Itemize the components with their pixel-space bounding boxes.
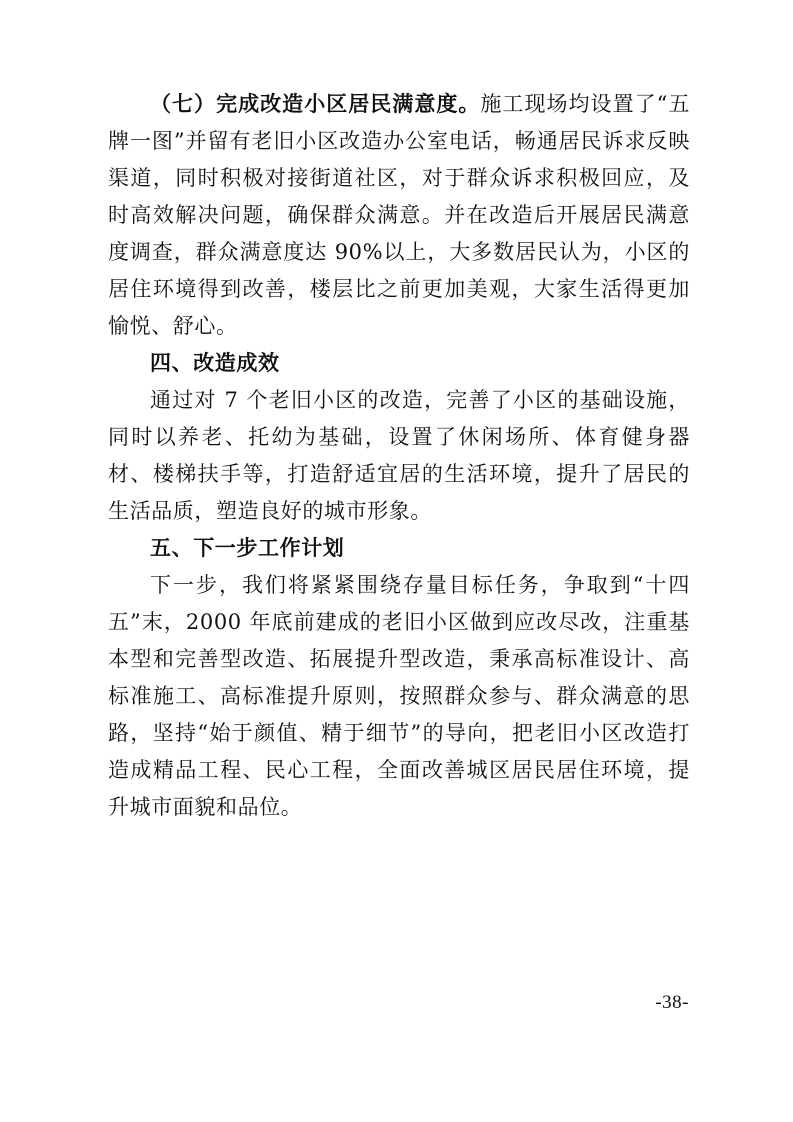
document-body — [108, 86, 690, 826]
satisfaction-paragraph — [108, 86, 690, 345]
page-number: -38- — [655, 992, 689, 1013]
satisfaction-paragraph-text: 施工现场均设置了“五牌一图”并留有老旧小区改造办公室电话，畅通居民诉求反映渠道，同时积极对接街道社区，对于群众诉求积极回应，及时高效解决问题，确保群众满意。并在改造后开展居民满意度调查，群众满意度达 90%以上，大多数居民认为，小区的居住环境得到改善，楼层比之前更加美观，大家生活得更加愉悦、舒心。 — [108, 92, 690, 338]
results-paragraph: 通过对 7 个老旧小区的改造，完善了小区的基础设施，同时以养老、托幼为基础，设置了休闲场所、体育健身器材、楼梯扶手等，打造舒适宜居的生活环境，提升了居民的生活品质，塑造良好的城市形象。 — [108, 388, 690, 523]
satisfaction-paragraph-lead: （七）完成改造小区居民满意度。 — [150, 92, 481, 116]
section-heading-results: 四、改造成效 — [150, 351, 280, 375]
section-heading-next-steps: 五、下一步工作计划 — [150, 536, 345, 560]
next-steps-paragraph: 下一步，我们将紧紧围绕存量目标任务，争取到“十四五”末，2000 年底前建成的老旧小区做到应改尽改，注重基本型和完善型改造、拓展提升型改造，秉承高标准设计、高标准施工、高标准提升原则，按照群众参与、群众满意的思路，坚持“始于颜值、精于细节”的导向，把老旧小区改造打造成精品工程、民心工程，全面改善城区居民居住环境，提升城市面貌和品位。 — [108, 573, 690, 819]
